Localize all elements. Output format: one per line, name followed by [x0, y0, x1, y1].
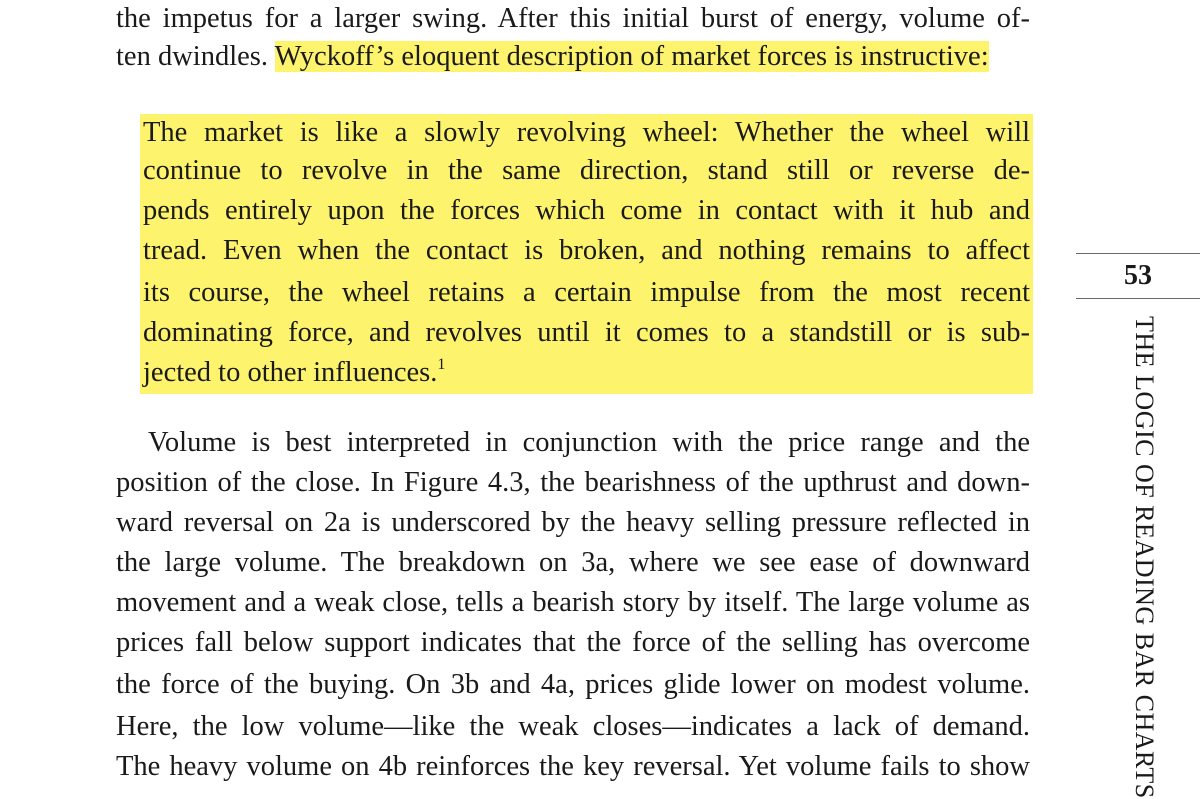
body-text-line: The heavy volume on 4b reinforces the key reversal. Yet volume fails to show: [116, 751, 1030, 782]
quote-line: its course, the wheel retains a certain impulse from the most recent: [143, 277, 1030, 308]
page-number-top-rule: [1076, 253, 1200, 254]
plain-text: ten dwindles.: [116, 41, 268, 72]
highlighted-text: Wyckoff’s eloquent description of market forces is instructive:: [274, 41, 989, 72]
quote-line: pends entirely upon the forces which come in contact with it hub and: [143, 195, 1030, 226]
body-text-line: ward reversal on 2a is underscored by the heavy selling pressure reflected in: [116, 507, 1030, 538]
quote-line: tread. Even when the contact is broken, and nothing remains to affect: [143, 235, 1030, 266]
running-head: THE LOGIC OF READING BAR CHARTS: [1130, 316, 1159, 799]
body-text-line: movement and a weak close, tells a bearish story by itself. The large volume as: [116, 587, 1030, 618]
body-text-line: the force of the buying. On 3b and 4a, prices glide lower on modest volume.: [116, 669, 1030, 700]
body-text-line: [116, 38, 989, 76]
page-number-bottom-rule: [1076, 298, 1200, 299]
body-text-line: prices fall below support indicates that the force of the selling has overcome: [116, 627, 1030, 658]
body-text-line: Here, the low volume—like the weak closes—indicates a lack of demand.: [116, 711, 1030, 742]
quote-line: [143, 354, 445, 392]
paragraph-text: Volume is best interpreted in conjunction with the price range and the: [148, 427, 1030, 458]
quote-line: The market is like a slowly revolving wheel: Whether the wheel will: [143, 117, 1030, 148]
body-text-line: position of the close. In Figure 4.3, the bearishness of the upthrust and down-: [116, 467, 1030, 498]
body-text-line: the impetus for a larger swing. After this initial burst of energy, volume of-: [116, 3, 1030, 34]
body-text-line: the large volume. The breakdown on 3a, where we see ease of downward: [116, 547, 1030, 578]
quote-line: dominating force, and revolves until it comes to a standstill or is sub-: [143, 317, 1030, 348]
page-number: 53: [1124, 260, 1152, 291]
quote-last-text: jected to other influences.: [143, 357, 438, 388]
quote-line: continue to revolve in the same direction, stand still or reverse de-: [143, 155, 1030, 186]
body-text-line: [116, 424, 1030, 462]
footnote-marker[interactable]: 1: [437, 356, 446, 373]
